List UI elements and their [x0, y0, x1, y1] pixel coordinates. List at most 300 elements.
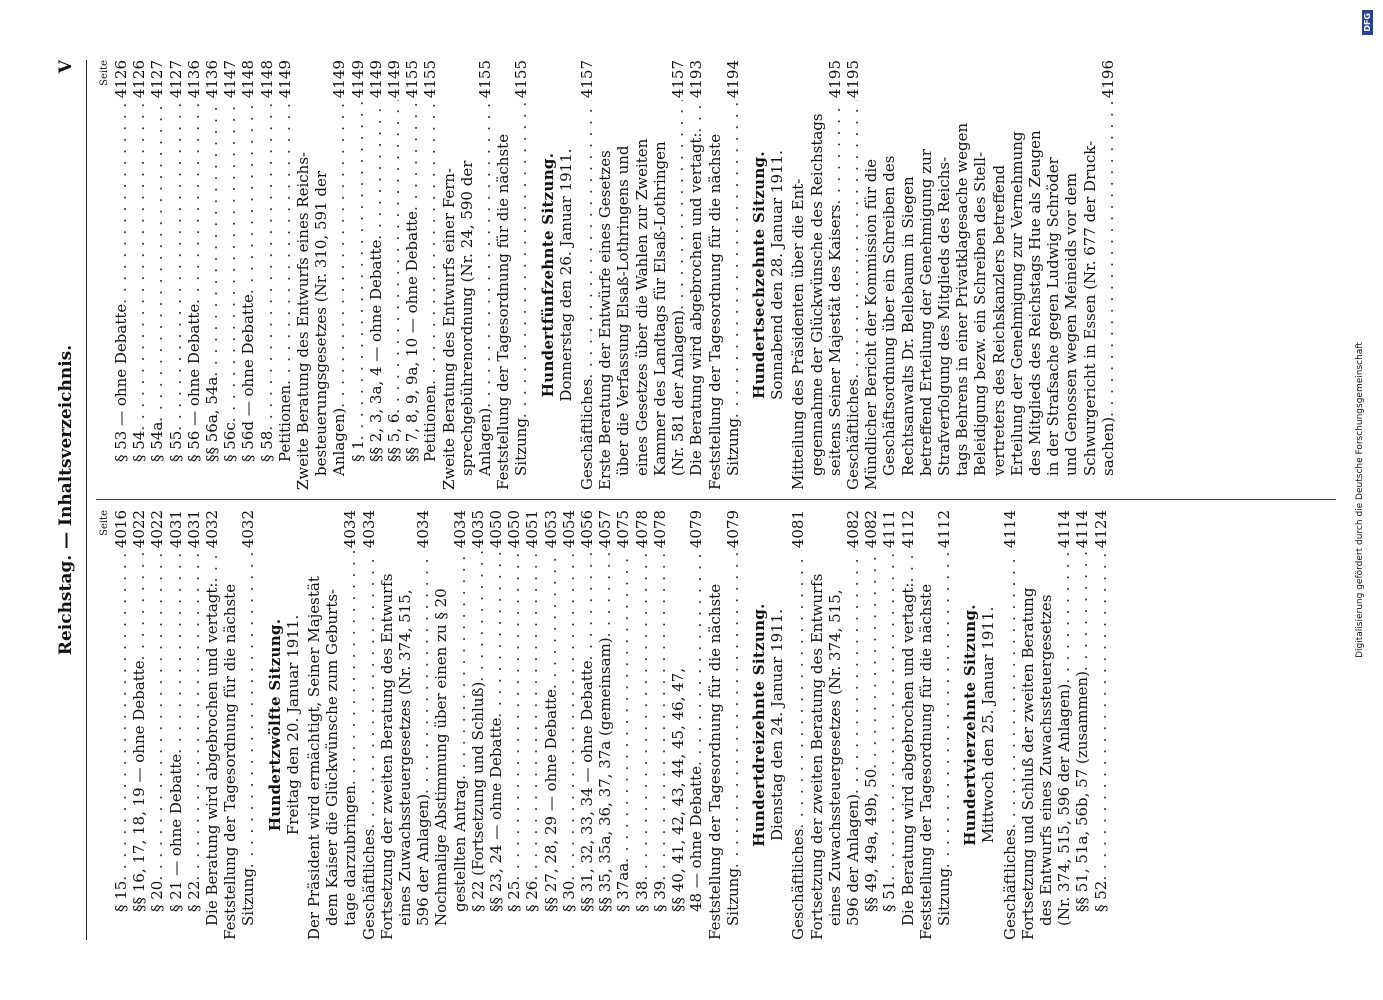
toc-entry [990, 60, 1008, 490]
toc-entry [633, 510, 651, 940]
toc-block [578, 60, 742, 490]
toc-entry-text: Sitzung [512, 418, 531, 476]
toc-entry-text: betreffend Erteilung der Genehmigung zur [916, 149, 935, 476]
toc-entry-text: §§ 56a, 54a [203, 376, 222, 462]
toc-entry-text: Sitzung [934, 868, 953, 926]
page-ref: 4157 [669, 60, 688, 99]
toc-entry [935, 60, 953, 490]
page-ref: 4155 [512, 60, 531, 99]
toc-entry-text: Petitionen [421, 384, 440, 462]
toc-entry-text: § 51 [880, 880, 899, 912]
toc-entry [560, 510, 578, 940]
toc-entry-text: Mitteilung des Präsidenten über die Ent- [789, 178, 808, 490]
page-ref: 4147 [221, 60, 240, 99]
toc-entry-text: § 22 [184, 880, 203, 912]
leader-dots [403, 100, 421, 211]
session-date: Freitag den 20. Januar 1911. [283, 614, 302, 836]
toc-entry [1019, 510, 1037, 940]
toc-entry [724, 60, 742, 490]
page-ref: 4126 [112, 60, 130, 99]
seite-label: Seite [99, 60, 110, 86]
page-ref: 4031 [184, 510, 203, 549]
toc-entry-text: §§ 51, 51a, 56b, 57 (zusammen) [1073, 671, 1092, 912]
toc-entry-text: § 56 — ohne Debatte [184, 303, 203, 462]
toc-entry-text: Feststellung der Tagesordnung für die nächste [705, 583, 724, 940]
toc-block [1001, 510, 1110, 940]
toc-entry-text: über die Verfassung Elsaß-Lothringens und [614, 145, 633, 476]
toc-entry [1044, 60, 1062, 490]
toc-entry [512, 60, 530, 490]
toc-entry [469, 510, 487, 940]
toc-entry-text: §§ 5, 6 [385, 413, 404, 462]
leader-dots [239, 100, 257, 294]
leader-dots [1099, 100, 1117, 417]
leader-dots [167, 100, 185, 431]
toc-entry [578, 510, 596, 940]
toc-entry-text: Erste Beratung der Entwürfe eines Gesetzes [596, 150, 615, 490]
toc-entry-text: in der Strafsache gegen Ludwig Schröder [1044, 157, 1063, 476]
page-ref: 4053 [541, 510, 560, 549]
leader-dots [935, 550, 953, 868]
toc-block [305, 510, 742, 940]
toc-entry-text: § 25 [505, 880, 524, 912]
toc-entry-text: Zweite Beratung des Entwurfs eines Reichs- [294, 151, 313, 490]
toc-entry-text: §§ 31, 32, 33, 34 — ohne Debatte [578, 660, 597, 912]
toc-entry [414, 510, 432, 940]
toc-entry-text: § 53 — ohne Debatte [112, 303, 130, 462]
leader-dots [185, 100, 203, 304]
page-ref: 4078 [650, 510, 669, 549]
toc-entry-text: Mündlicher Bericht der Kommission für die [862, 158, 881, 490]
toc-entry-text: § 37aa [614, 862, 633, 912]
toc-entry [935, 510, 953, 940]
toc-entry [917, 510, 935, 940]
session-date: Mittwoch den 25. Januar 1911. [979, 606, 998, 844]
page-ref: 4195 [843, 60, 862, 99]
toc-entry [239, 510, 257, 940]
leader-dots [239, 550, 257, 868]
toc-entry [917, 60, 935, 490]
toc-entry [494, 60, 512, 490]
page-ref: 4112 [934, 510, 953, 549]
page-ref: 4149 [366, 60, 385, 99]
leader-dots [614, 550, 632, 863]
leader-dots [203, 550, 221, 583]
toc-entry [1092, 510, 1110, 940]
page-ref: 4196 [1098, 60, 1117, 99]
toc-entry-text: §§ 49, 49a, 49b, 50 [862, 768, 881, 912]
toc-entry [1099, 60, 1117, 490]
toc-entry-text: §§ 35, 35a, 36, 37, 37a (gemeinsam) [596, 637, 615, 912]
toc-entry-text: Strafverfolgung des Mitglieds des Reichs- [934, 156, 953, 476]
toc-entry-text: Zweite Beratung des Entwurfs einer Fern- [439, 167, 458, 490]
toc-entry-text: § 56d — ohne Debatte [239, 294, 258, 462]
toc-entry [706, 510, 724, 940]
toc-entry [185, 60, 203, 490]
toc-entry-text: Der Präsident wird ermächtigt, Seiner Majestät [305, 576, 324, 940]
toc-entry-text: Die Beratung wird abgebrochen und vertagt: [203, 582, 222, 926]
page-ref: 4194 [723, 60, 742, 99]
page-ref: 4149 [348, 60, 367, 99]
toc-entry-text: vertreters des Reichskanzlers betreffend [989, 164, 1008, 476]
header-rule [86, 60, 87, 940]
toc-entry-text: (Nr. 581 der Anlagen) [669, 309, 688, 476]
toc-entry [669, 60, 687, 490]
toc-entry [294, 60, 312, 490]
page-ref: 4127 [148, 60, 167, 99]
toc-entry-text: Anlagen) [476, 407, 495, 476]
leader-dots [360, 550, 378, 829]
seite-label: Seite [99, 510, 110, 536]
toc-entry [1073, 510, 1091, 940]
toc-entry-text: §§ 16, 17, 18, 19 — ohne Debatte [130, 660, 149, 912]
toc-entry-text: Fortsetzung der zweiten Beratung des Entwurfs [377, 573, 396, 940]
digitization-credit: Digitalisierung gefördert durch die Deutsche Forschungsgemeinschaft [1355, 342, 1365, 658]
toc-entry-text: Geschäftliches [1000, 828, 1019, 940]
toc-entry [844, 60, 862, 490]
toc-entry [844, 510, 862, 940]
leader-dots [512, 100, 530, 418]
toc-entry-text: § 39 [650, 880, 669, 912]
leader-dots [112, 550, 130, 881]
toc-entry-text: Die Beratung wird abgebrochen und vertagt: [687, 132, 706, 476]
toc-entry [669, 510, 687, 940]
toc-entry-text: §§ 23, 24 — ohne Debatte [487, 717, 506, 912]
leader-dots [341, 550, 359, 785]
toc-entry [687, 510, 705, 940]
leader-dots [221, 100, 239, 422]
page-ref: 4057 [596, 510, 615, 549]
leader-dots [560, 550, 578, 881]
page-ref: 4079 [687, 510, 706, 549]
leader-dots [844, 550, 862, 794]
toc-entry-text: Die Beratung wird abgebrochen und vertagt: [898, 582, 917, 926]
page-ref: 4078 [632, 510, 651, 549]
page-ref: 4114 [1073, 510, 1092, 549]
toc-entry-text: § 1 [348, 440, 367, 462]
leader-dots [789, 550, 807, 829]
leader-dots [330, 100, 348, 408]
leader-dots [148, 100, 166, 422]
toc-entry [578, 60, 596, 490]
toc-entry [1037, 510, 1055, 940]
toc-entry-text: § 54 [130, 430, 149, 462]
leader-dots [476, 100, 494, 408]
toc-entry-text: Fortsetzung und Schluß der zweiten Beratung [1018, 587, 1037, 940]
toc-entry [789, 60, 807, 490]
toc-entry-text: Geschäftliches [359, 828, 378, 940]
session-date: Donnerstag den 26. Januar 1911. [556, 148, 575, 402]
toc-entry [203, 510, 221, 940]
toc-entry-text: Beleidigung bezw. ein Schreiben des Stell- [971, 151, 990, 476]
leader-dots [469, 550, 487, 682]
toc-entry-text: § 26 [523, 880, 542, 912]
leader-dots [185, 550, 203, 881]
leader-dots [148, 550, 166, 881]
page-ref: 4079 [723, 510, 742, 549]
toc-entry [396, 510, 414, 940]
toc-entry-text: (Nr. 374, 515, 596 der Anlagen) [1055, 683, 1074, 926]
toc-entry [826, 60, 844, 490]
toc-entry [789, 510, 807, 940]
running-title: Reichstag. — Inhaltsverzeichnis. [56, 344, 76, 656]
leader-dots [1001, 550, 1019, 829]
toc-entry-text: § 38 [632, 880, 651, 912]
page-ref: 4050 [505, 510, 524, 549]
page-ref: 4050 [487, 510, 506, 549]
toc-entry [487, 510, 505, 940]
page-ref: 4155 [403, 60, 422, 99]
leader-dots [451, 550, 469, 780]
toc-entry-text: tage darzubringen [341, 785, 360, 926]
toc-entry [258, 60, 276, 490]
leader-dots [112, 100, 130, 304]
toc-entry [451, 510, 469, 940]
toc-block [789, 510, 953, 940]
session-heading: Hundertzwölfte Sitzung. [265, 618, 284, 832]
toc-entry-text: des Entwurfs eines Zuwachssteuergesetzes [1036, 594, 1055, 926]
toc-block [789, 60, 1117, 490]
toc-entry [706, 60, 724, 490]
toc-entry-text: gegennahme der Glückwünsche des Reichstags [807, 113, 826, 476]
toc-entry-text: eines Gesetzes über die Wahlen zur Zweiten [632, 138, 651, 476]
toc-entry-text: Schwurgericht in Essen (Nr. 677 der Druck- [1080, 140, 1099, 476]
page-ref: 4157 [578, 60, 597, 99]
toc-entry-text: besteuerungsgesetzes (Nr. 310, 591 der [312, 171, 331, 476]
leader-dots [578, 550, 596, 660]
page-ref: 4126 [130, 60, 149, 99]
toc-entry-text: 48 — ohne Debatte [687, 765, 706, 912]
toc-entry [112, 60, 130, 490]
right-column [98, 60, 1117, 490]
toc-entry-text: Sitzung [239, 868, 258, 926]
leader-dots [724, 550, 742, 868]
toc-entry-text: gestellten Antrag [450, 779, 469, 912]
leader-dots [385, 100, 403, 414]
leader-dots [523, 550, 541, 881]
toc-entry-text: § 21 — ohne Debatte [166, 753, 185, 912]
session-date: Dienstag den 24. Januar 1911. [768, 608, 787, 842]
toc-block [112, 510, 258, 940]
column-divider [96, 499, 1336, 500]
page-ref: 4032 [239, 510, 258, 549]
leader-dots [651, 550, 669, 881]
toc-entry [826, 510, 844, 940]
toc-entry-text: §§ 40, 41, 42, 43, 44, 45, 46, 47, [669, 668, 688, 912]
toc-entry [505, 510, 523, 940]
toc-entry-text: § 30 [559, 880, 578, 912]
page-ref: 4149 [275, 60, 294, 99]
leader-dots [414, 550, 432, 794]
toc-entry-text: Geschäftliches [578, 378, 597, 490]
toc-entry-text: 596 der Anlagen) [414, 793, 433, 926]
session-heading: Hundertsechzehnte Sitzung. [749, 151, 768, 399]
toc-entry-text: Geschäftliches [789, 828, 808, 940]
toc-entry [148, 510, 166, 940]
leader-dots [167, 550, 185, 754]
toc-entry [341, 510, 359, 940]
toc-entry-text: § 20 [148, 880, 167, 912]
toc-entry [360, 510, 378, 940]
toc-block [112, 60, 531, 490]
leader-dots [633, 550, 651, 881]
page-ref: 4155 [421, 60, 440, 99]
toc-entry [167, 60, 185, 490]
toc-entry [185, 510, 203, 940]
page-ref: 4075 [614, 510, 633, 549]
page-ref: 4022 [148, 510, 167, 549]
leader-dots [669, 100, 687, 310]
page-ref: 4031 [166, 510, 185, 549]
toc-entry-text: Kammer des Landtags für Elsaß-Lothringen [650, 141, 669, 476]
leader-dots [724, 100, 742, 418]
dfg-logo: DFG [1362, 10, 1373, 35]
toc-entry-text: §§ 27, 28, 29 — ohne Debatte [541, 688, 560, 912]
toc-entry-text: Anlagen) [330, 407, 349, 476]
leader-dots [487, 550, 505, 718]
toc-entry [276, 60, 294, 490]
toc-entry-text: §§ 2, 3, 3a, 4 — ohne Debatte [366, 239, 385, 462]
page-number: V [56, 60, 76, 74]
toc-entry [651, 60, 669, 490]
toc-entry [880, 60, 898, 490]
page-ref: 4054 [559, 510, 578, 549]
toc-entry [330, 60, 348, 490]
toc-entry [1026, 60, 1044, 490]
session-heading: Hundertfünfzehnte Sitzung. [538, 152, 557, 398]
page-ref: 4155 [476, 60, 495, 99]
toc-entry-text: §§ 7, 8, 9, 9a, 10 — ohne Debatte [403, 210, 422, 462]
leader-dots [826, 100, 844, 205]
toc-entry-text: § 58 [257, 430, 276, 462]
toc-entry-text: § 15 [112, 880, 130, 912]
toc-entry [1008, 60, 1026, 490]
toc-entry [167, 510, 185, 940]
toc-entry-text: Sitzung [723, 868, 742, 926]
toc-entry [323, 510, 341, 940]
toc-entry-text: Erteilung der Genehmigung zur Vernehmung [1007, 131, 1026, 476]
toc-entry [203, 60, 221, 490]
page-ref: 4051 [523, 510, 542, 549]
toc-entry-text: Sitzung [723, 418, 742, 476]
toc-entry-text: § 54a [148, 421, 167, 462]
toc-entry-text: § 52 [1091, 880, 1110, 912]
page-ref: 4114 [1000, 510, 1019, 549]
leader-dots [899, 550, 917, 583]
toc-entry [130, 60, 148, 490]
toc-entry-text: des Mitglieds des Reichstags Hue als Zeugen [1025, 130, 1044, 476]
toc-entry [651, 510, 669, 940]
toc-entry-text: Geschäftsordnung über ein Schreiben des [880, 155, 899, 476]
toc-entry [614, 510, 632, 940]
toc-entry-text: 596 der Anlagen) [843, 793, 862, 926]
page-ref: 4148 [257, 60, 276, 99]
toc-entry [403, 60, 421, 490]
leader-dots [862, 550, 880, 769]
leader-dots [349, 100, 367, 440]
session-heading: Hundertdreizehnte Sitzung. [749, 603, 768, 847]
toc-entry-text: Nochmalige Abstimmung über einen zu § 20 [432, 588, 451, 926]
toc-entry [476, 60, 494, 490]
toc-entry [614, 60, 632, 490]
leader-dots [1092, 550, 1110, 881]
page-ref: 4149 [385, 60, 404, 99]
leader-dots [596, 550, 614, 637]
page-ref: 4127 [166, 60, 185, 99]
toc-entry-text: sprechgebührenordnung (Nr. 24, 590 der [457, 160, 476, 476]
toc-entry [458, 60, 476, 490]
page-ref: 4035 [468, 510, 487, 549]
page-ref: 4112 [898, 510, 917, 549]
toc-entry [148, 60, 166, 490]
toc-entry [899, 60, 917, 490]
toc-entry-text: § 22 (Fortsetzung und Schluß) [468, 681, 487, 912]
leader-dots [542, 550, 560, 689]
leader-dots [276, 100, 294, 385]
page-ref: 4195 [825, 60, 844, 99]
toc-entry [221, 510, 239, 940]
toc-entry-text: dem Kaiser die Glückwünsche zum Geburts- [323, 588, 342, 926]
toc-entry-text: eines Zuwachssteuergesetzes (Nr. 374, 515, [825, 589, 844, 926]
toc-entry [862, 510, 880, 940]
toc-entry [385, 60, 403, 490]
toc-entry [808, 510, 826, 940]
leader-dots [578, 100, 596, 379]
toc-entry [440, 60, 458, 490]
toc-entry [971, 60, 989, 490]
toc-entry-text: Feststellung der Tagesordnung für die nächste [494, 133, 513, 490]
toc-entry-text: tags Behrens in einer Privatklagesache wegen [953, 122, 972, 476]
page-ref: 4032 [203, 510, 222, 549]
toc-entry-text: Rechtsanwalts Dr. Bellebaum in Siegen [898, 176, 917, 476]
page-ref: 4136 [184, 60, 203, 99]
leader-dots [130, 550, 148, 660]
toc-entry [1081, 60, 1099, 490]
toc-entry-text: seitens Seiner Majestät des Kaisers [825, 204, 844, 476]
toc-entry [130, 510, 148, 940]
toc-entry [880, 510, 898, 940]
page-header [56, 60, 84, 940]
toc-entry-text: Fortsetzung der zweiten Beratung des Entwurfs [807, 573, 826, 940]
toc-entry [862, 60, 880, 490]
leader-dots [258, 100, 276, 431]
toc-entry [1055, 510, 1073, 940]
toc-entry [953, 60, 971, 490]
toc-entry [899, 510, 917, 940]
toc-entry-text: Geschäftliches [843, 378, 862, 490]
toc-entry [633, 60, 651, 490]
page-ref: 4114 [1055, 510, 1074, 549]
toc-entry [239, 60, 257, 490]
leader-dots [367, 100, 385, 240]
toc-entry [421, 60, 439, 490]
toc-entry [112, 510, 130, 940]
toc-entry [1062, 60, 1080, 490]
leader-dots [1055, 550, 1073, 684]
toc-entry [596, 510, 614, 940]
toc-entry [687, 60, 705, 490]
toc-entry [542, 510, 560, 940]
session-date: Sonnabend den 28. Januar 1911. [768, 150, 787, 400]
page-ref: 4148 [239, 60, 258, 99]
toc-entry [596, 60, 614, 490]
toc-entry-text: eines Zuwachssteuergesetzes (Nr. 374, 515, [396, 589, 415, 926]
toc-entry-text: Feststellung der Tagesordnung für die nächste [705, 133, 724, 490]
toc-entry [305, 510, 323, 940]
leader-dots [130, 100, 148, 431]
toc-entry-text: Feststellung der Tagesordnung für die nächste [221, 583, 240, 940]
leader-dots [687, 100, 705, 133]
